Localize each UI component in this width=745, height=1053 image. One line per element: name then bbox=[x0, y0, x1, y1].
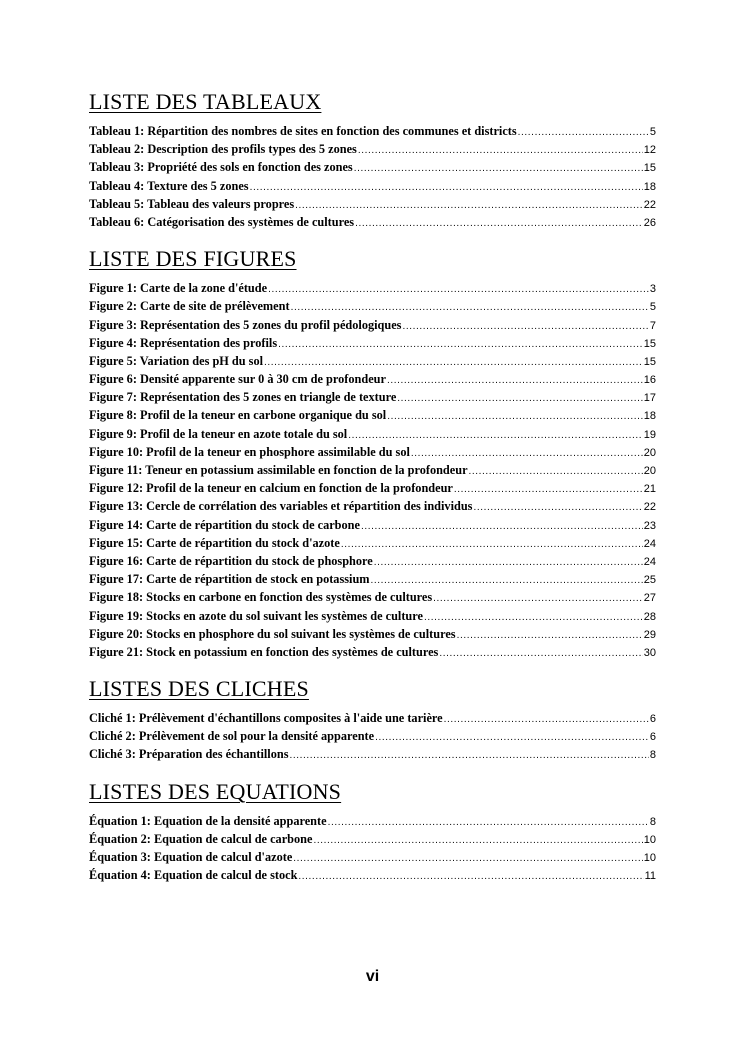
entry-prefix: Tableau 1: bbox=[89, 124, 145, 138]
entry-prefix: Équation 1: bbox=[89, 813, 151, 828]
dot-leader bbox=[250, 179, 643, 197]
entry-page-number: 5 bbox=[649, 126, 656, 138]
entry-page-number: 22 bbox=[643, 501, 656, 514]
entry-page-number: 10 bbox=[643, 852, 656, 864]
entry-title: Densité apparente sur 0 à 30 cm de profondeur bbox=[140, 372, 386, 387]
dot-leader bbox=[402, 318, 648, 336]
entry-title: Représentation des profils bbox=[140, 335, 278, 350]
entry-page-number: 10 bbox=[643, 833, 656, 846]
dot-leader bbox=[433, 590, 643, 608]
dot-leader bbox=[328, 814, 649, 832]
dot-leader bbox=[375, 729, 649, 747]
toc-entry[interactable] bbox=[89, 122, 656, 140]
toc-entry[interactable] bbox=[89, 177, 656, 195]
toc-entry[interactable] bbox=[89, 461, 656, 479]
dot-leader bbox=[387, 408, 643, 426]
toc-list bbox=[89, 279, 656, 661]
entry-page-number: 27 bbox=[643, 592, 656, 605]
entry-page-number: 17 bbox=[643, 392, 656, 405]
entry-title: Carte de répartition du stock d'azote bbox=[146, 535, 340, 550]
entry-page-number: 20 bbox=[643, 446, 656, 459]
entry-prefix: Figure 18: bbox=[89, 590, 144, 605]
entry-page-number: 28 bbox=[643, 610, 656, 623]
page-number: vi bbox=[365, 968, 380, 985]
entry-page-number: 3 bbox=[649, 283, 656, 296]
entry-title: Profil de la teneur en phosphore assimilable du sol bbox=[146, 444, 410, 459]
toc-entry[interactable] bbox=[89, 588, 656, 606]
entry-prefix: Cliché 1: bbox=[89, 711, 136, 726]
entry-title: Carte de la zone d'étude bbox=[140, 281, 268, 296]
dot-leader bbox=[444, 711, 649, 729]
entry-title: Teneur en potassium assimilable en fonction de la profondeur bbox=[145, 463, 468, 477]
dot-leader bbox=[298, 868, 643, 886]
dot-leader bbox=[355, 215, 643, 233]
dot-leader bbox=[313, 832, 642, 850]
entry-prefix: Figure 10: bbox=[89, 444, 144, 459]
entry-page-number: 25 bbox=[643, 574, 656, 587]
toc-entry[interactable] bbox=[89, 297, 656, 315]
toc-list bbox=[89, 122, 656, 231]
entry-title: Variation des pH du sol bbox=[139, 353, 264, 368]
entry-title: Tableau des valeurs propres bbox=[147, 196, 295, 211]
entry-title: Description des profils types des 5 zones bbox=[147, 142, 357, 157]
toc-entry[interactable] bbox=[89, 352, 656, 370]
entry-page-number: 19 bbox=[643, 428, 656, 441]
entry-prefix: Tableau 6: bbox=[89, 214, 145, 229]
toc-entry[interactable] bbox=[89, 812, 656, 830]
entry-title: Préparation des échantillons bbox=[138, 747, 289, 762]
section-equations bbox=[89, 778, 656, 885]
entry-prefix: Figure 1: bbox=[89, 281, 137, 296]
entry-page-number: 6 bbox=[649, 713, 656, 726]
entry-page-number: 21 bbox=[643, 483, 656, 496]
entry-page-number: 5 bbox=[649, 301, 656, 314]
section-photos bbox=[89, 675, 656, 764]
dot-leader bbox=[473, 499, 642, 517]
dot-leader bbox=[387, 372, 643, 390]
entry-prefix: Figure 19: bbox=[89, 608, 144, 623]
toc-entry[interactable] bbox=[89, 534, 656, 552]
dot-leader bbox=[358, 142, 643, 160]
dot-leader bbox=[397, 390, 642, 408]
entry-title: Prélèvement d'échantillons composites à l'aide une tarière bbox=[138, 711, 443, 726]
toc-entry[interactable] bbox=[89, 643, 656, 661]
entry-prefix: Figure 4: bbox=[89, 335, 137, 350]
entry-page-number: 18 bbox=[643, 180, 656, 193]
section-tables bbox=[89, 88, 656, 231]
entry-page-number: 30 bbox=[643, 646, 656, 659]
dot-leader bbox=[439, 645, 642, 663]
entry-prefix: Équation 4: bbox=[89, 868, 151, 883]
entry-title: Equation de calcul de carbone bbox=[153, 831, 313, 846]
toc-entry[interactable] bbox=[89, 866, 656, 884]
toc-entry[interactable] bbox=[89, 316, 656, 334]
entry-page-number: 15 bbox=[643, 337, 656, 350]
entry-page-number: 8 bbox=[649, 815, 656, 828]
entry-page-number: 23 bbox=[643, 519, 656, 532]
entry-prefix: Figure 7: bbox=[89, 390, 137, 405]
entry-title: Equation de la densité apparente bbox=[153, 813, 327, 828]
section-title: LISTE DES FIGURES bbox=[89, 246, 297, 272]
entry-prefix: Tableau 4: bbox=[89, 178, 145, 193]
entry-prefix: Figure 15: bbox=[89, 535, 144, 550]
toc-entry[interactable] bbox=[89, 497, 656, 515]
toc-entry[interactable] bbox=[89, 334, 656, 352]
entry-page-number: 24 bbox=[643, 555, 656, 568]
entry-page-number: 29 bbox=[643, 628, 656, 641]
entry-prefix: Figure 11: bbox=[89, 463, 143, 477]
entry-title: Profil de la teneur en azote totale du sol bbox=[140, 426, 348, 441]
dot-leader bbox=[278, 336, 643, 354]
section-title: LISTES DES CLICHES bbox=[89, 676, 309, 702]
entry-prefix: Figure 16: bbox=[89, 553, 144, 568]
entry-title: Carte de répartition du stock de phosphore bbox=[146, 553, 373, 568]
entry-title: Equation de calcul de stock bbox=[153, 868, 298, 883]
dot-leader bbox=[268, 281, 649, 299]
entry-title: Profil de la teneur en carbone organique du sol bbox=[140, 408, 387, 423]
toc-entry[interactable] bbox=[89, 388, 656, 406]
entry-prefix: Figure 3: bbox=[89, 317, 137, 332]
entry-title: Texture des 5 zones bbox=[147, 178, 249, 193]
dot-leader bbox=[290, 747, 649, 765]
entry-page-number: 15 bbox=[643, 162, 656, 175]
entry-page-number: 22 bbox=[643, 198, 656, 211]
entry-title: Carte de répartition de stock en potassium bbox=[146, 572, 370, 587]
entry-page-number: 7 bbox=[649, 319, 656, 332]
section-title: LISTE DES TABLEAUX bbox=[89, 89, 322, 114]
entry-prefix: Figure 21: bbox=[89, 644, 144, 659]
toc-entry[interactable] bbox=[89, 213, 656, 231]
entry-page-number: 8 bbox=[649, 749, 656, 762]
entry-page-number: 18 bbox=[643, 410, 656, 423]
document-body bbox=[89, 88, 656, 898]
entry-prefix: Équation 2: bbox=[89, 831, 151, 846]
toc-entry[interactable] bbox=[89, 158, 656, 176]
toc-entry[interactable] bbox=[89, 516, 656, 534]
entry-prefix: Tableau 2: bbox=[89, 142, 145, 157]
toc-entry[interactable] bbox=[89, 709, 656, 727]
dot-leader bbox=[454, 481, 643, 499]
dot-leader bbox=[518, 124, 649, 142]
entry-title: Stocks en phosphore du sol suivant les systèmes de cultures bbox=[146, 626, 456, 641]
entry-prefix: Figure 6: bbox=[89, 372, 137, 387]
entry-title: Propriété des sols en fonction des zones bbox=[147, 160, 353, 175]
dot-leader bbox=[424, 609, 643, 627]
entry-prefix: Figure 12: bbox=[89, 481, 144, 496]
entry-prefix: Cliché 3: bbox=[89, 747, 136, 762]
toc-entry[interactable] bbox=[89, 370, 656, 388]
toc-list bbox=[89, 812, 656, 885]
entry-page-number: 15 bbox=[643, 355, 656, 368]
entry-title: Représentation des 5 zones en triangle de texture bbox=[140, 390, 397, 405]
entry-page-number: 26 bbox=[643, 216, 656, 229]
entry-page-number: 16 bbox=[643, 374, 656, 387]
entry-prefix: Figure 5: bbox=[89, 353, 137, 368]
toc-entry[interactable] bbox=[89, 570, 656, 588]
entry-prefix: Équation 3: bbox=[89, 850, 151, 864]
toc-entry[interactable] bbox=[89, 279, 656, 297]
entry-page-number: 12 bbox=[643, 144, 656, 157]
dot-leader bbox=[293, 850, 642, 868]
toc-entry[interactable] bbox=[89, 625, 656, 643]
entry-page-number: 6 bbox=[649, 731, 656, 744]
entry-title: Prélèvement de sol pour la densité apparente bbox=[138, 729, 375, 744]
dot-leader bbox=[457, 627, 643, 645]
entry-title: Carte de répartition du stock de carbone bbox=[146, 517, 360, 532]
toc-entry[interactable] bbox=[89, 830, 656, 848]
entry-prefix: Figure 2: bbox=[89, 299, 137, 314]
dot-leader bbox=[361, 518, 643, 536]
toc-entry[interactable] bbox=[89, 140, 656, 158]
entry-page-number: 11 bbox=[644, 870, 656, 883]
toc-entry[interactable] bbox=[89, 443, 656, 461]
entry-page-number: 20 bbox=[643, 465, 656, 477]
entry-prefix: Figure 13: bbox=[89, 499, 144, 514]
entry-title: Stocks en carbone en fonction des systèmes de cultures bbox=[146, 590, 433, 605]
entry-prefix: Cliché 2: bbox=[89, 729, 136, 744]
toc-entry[interactable] bbox=[89, 552, 656, 570]
entry-prefix: Tableau 3: bbox=[89, 160, 145, 175]
entry-title: Stock en potassium en fonction des systèmes de cultures bbox=[146, 644, 439, 659]
toc-entry[interactable] bbox=[89, 406, 656, 424]
entry-title: Carte de site de prélèvement bbox=[140, 299, 290, 314]
entry-prefix: Figure 17: bbox=[89, 572, 144, 587]
dot-leader bbox=[341, 536, 643, 554]
entry-prefix: Figure 8: bbox=[89, 408, 137, 423]
entry-prefix: Figure 9: bbox=[89, 426, 137, 441]
section-title: LISTES DES EQUATIONS bbox=[89, 778, 342, 804]
toc-list bbox=[89, 709, 656, 764]
entry-prefix: Tableau 5: bbox=[89, 196, 145, 211]
entry-title: Représentation des 5 zones du profil pédologiques bbox=[140, 317, 402, 332]
toc-entry[interactable] bbox=[89, 607, 656, 625]
toc-entry[interactable] bbox=[89, 848, 656, 866]
section-figures bbox=[89, 245, 656, 661]
toc-entry[interactable] bbox=[89, 195, 656, 213]
toc-entry[interactable] bbox=[89, 727, 656, 745]
entry-prefix: Figure 14: bbox=[89, 517, 144, 532]
entry-page-number: 24 bbox=[643, 537, 656, 550]
dot-leader bbox=[469, 463, 643, 481]
entry-title: Catégorisation des systèmes de cultures bbox=[147, 214, 355, 229]
entry-prefix: Figure 20: bbox=[89, 626, 144, 641]
entry-title: Répartition des nombres de sites en fonction des communes et districts bbox=[147, 124, 517, 138]
entry-title: Equation de calcul d'azote bbox=[153, 850, 293, 864]
toc-entry[interactable] bbox=[89, 745, 656, 763]
entry-title: Stocks en azote du sol suivant les systèmes de culture bbox=[146, 608, 423, 623]
toc-entry[interactable] bbox=[89, 425, 656, 443]
entry-title: Profil de la teneur en calcium en fonction de la profondeur bbox=[146, 481, 453, 496]
dot-leader bbox=[374, 554, 643, 572]
toc-entry[interactable] bbox=[89, 479, 656, 497]
dot-leader bbox=[354, 160, 643, 178]
entry-title: Cercle de corrélation des variables et répartition des individus bbox=[146, 499, 473, 514]
